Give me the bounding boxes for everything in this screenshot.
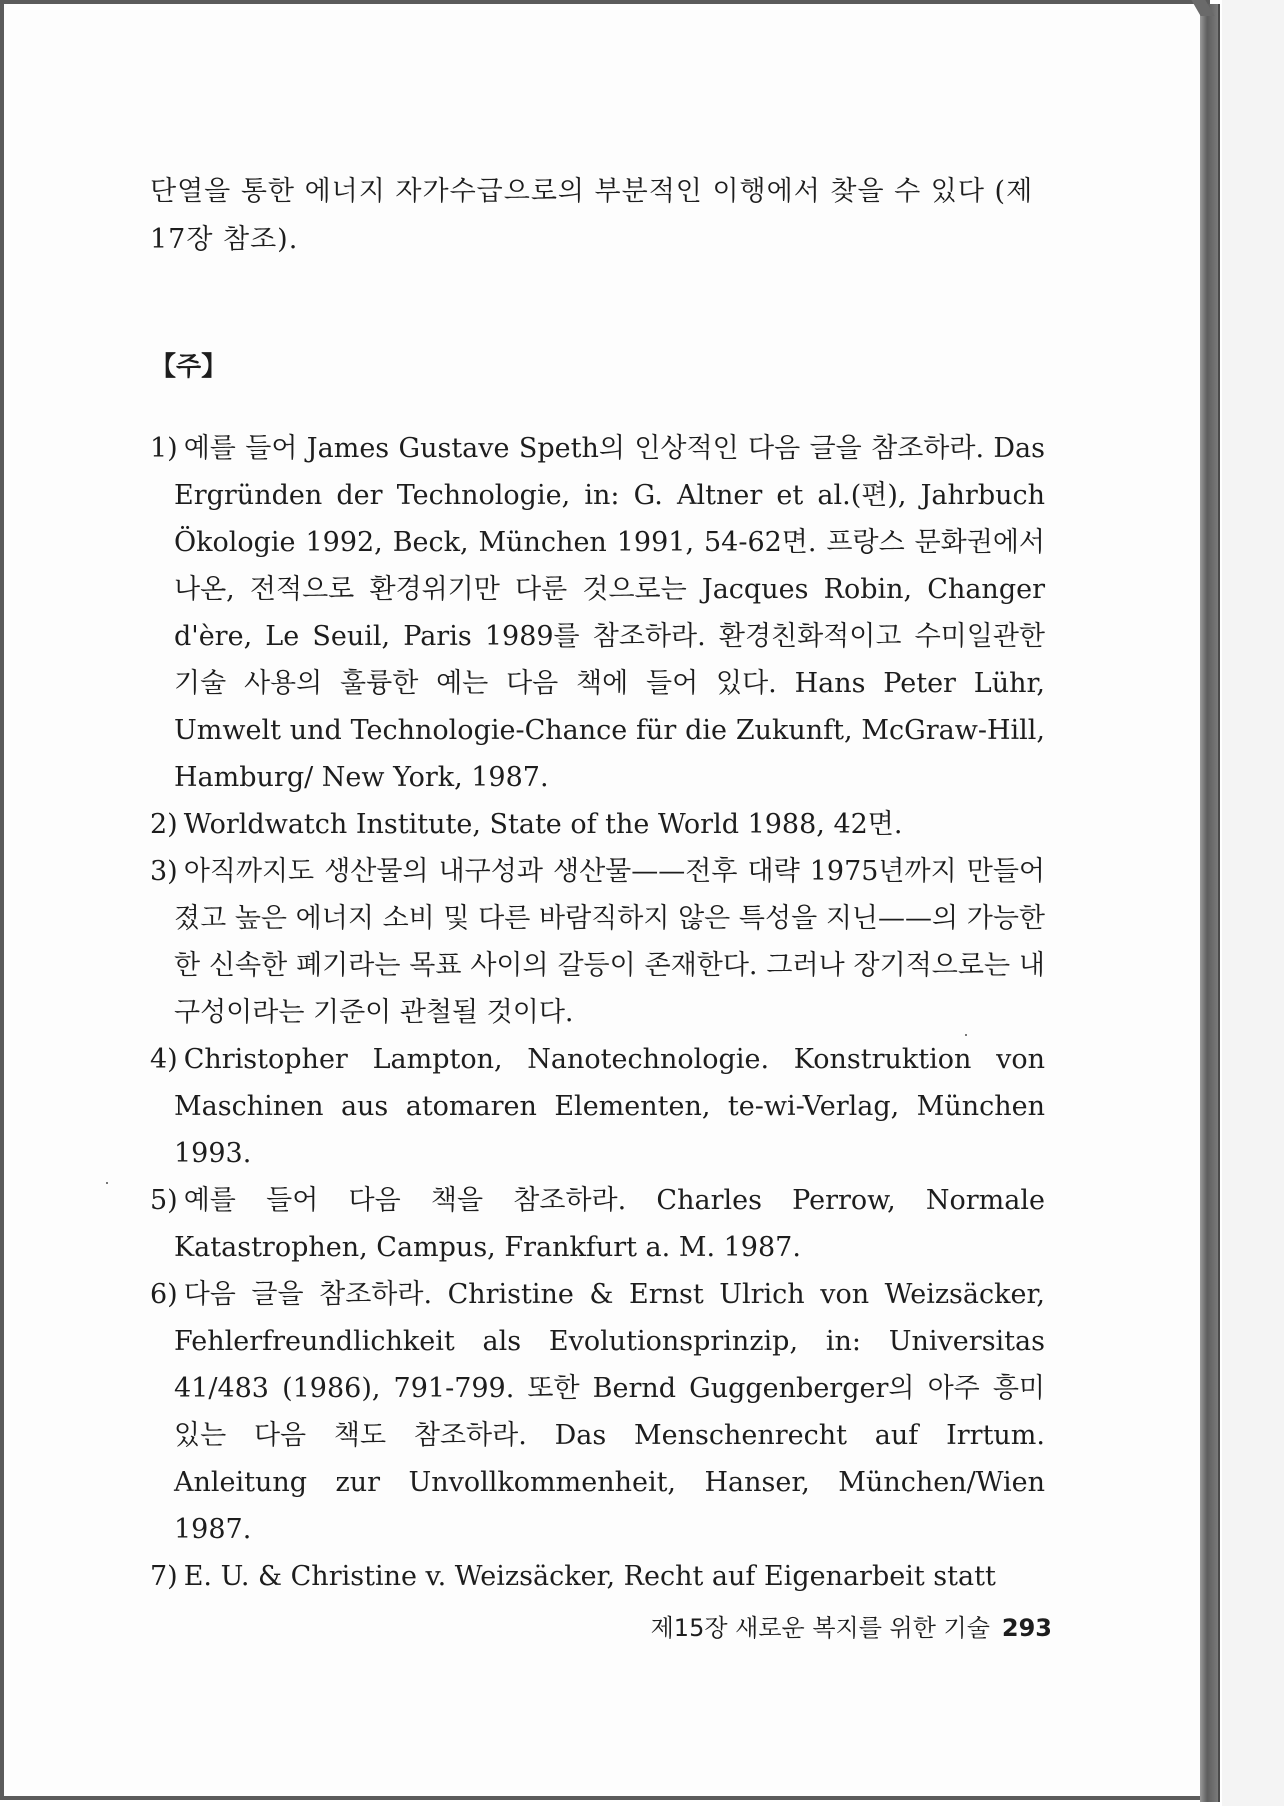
speck (106, 1182, 108, 1184)
page-edge (1200, 4, 1220, 1802)
note-4 (150, 1036, 1045, 1177)
note-3 (150, 848, 1045, 1036)
note-1 (150, 425, 1045, 801)
note-6 (150, 1271, 1045, 1553)
page-footer (651, 1608, 1052, 1643)
chapter-title: 제15장 새로운 복지를 위한 기술 (650, 1614, 990, 1642)
right-margin (1222, 0, 1284, 1806)
note-number: 7) (150, 1561, 178, 1592)
note-text: 예를 들어 다음 책을 참조하라. Charles Perrow, Normale Katastrophen, Campus, Frankfurt a. M. 1987. (174, 1185, 1045, 1263)
note-7 (150, 1553, 1045, 1600)
note-text: Christopher Lampton, Nanotechnologie. Konstruktion von Maschinen aus atomaren Elementen, te-wi-Verlag, München 1993. (174, 1044, 1045, 1169)
note-5 (150, 1177, 1045, 1271)
note-2 (150, 801, 1045, 848)
page-number: 293 (1001, 1614, 1052, 1642)
note-text: 아직까지도 생산물의 내구성과 생산물——전후 대략 1975년까지 만들어졌고 높은 에너지 소비 및 다른 바람직하지 않은 특성을 지닌——의 가능한 한 신속한 폐기라는 목표 사이의 갈등이 존재한다. 그러나 장기적으로는 내구성이라는 기준이 관철될 것이다. (174, 856, 1045, 1028)
note-number: 6) (150, 1279, 178, 1310)
note-number: 1) (150, 433, 178, 464)
intro-paragraph: 단열을 통한 에너지 자가수급으로의 부분적인 이행에서 찾을 수 있다 (제17장 참조). (150, 176, 1034, 255)
note-number: 3) (150, 856, 178, 887)
note-text: 예를 들어 James Gustave Speth의 인상적인 다음 글을 참조하라. Das Ergründen der Technologie, in: G. Altner et al.(편), Jahrbuch Ökologie 1992, Beck, München 1991, 54-62면. 프랑스 문화권에서 나온, 전적으로 환경위기만 다룬 것으로는 Jacques Robin, Changer d'ère, Le Seuil, Paris 1989를 참조하라. 환경친화적이고 수미일관한 기술 사용의 훌륭한 예는 다음 책에 들어 있다. Hans Peter Lühr, Umwelt und Technologie-Chance für die Zukunft, McGraw-Hill, Hamburg/ New York, 1987. (174, 433, 1045, 793)
notes-heading: 【주】 (150, 352, 228, 382)
note-number: 2) (150, 809, 178, 840)
page-content (150, 168, 1045, 1600)
note-number: 4) (150, 1044, 178, 1075)
note-number: 5) (150, 1185, 178, 1216)
notes-list (150, 425, 1045, 1600)
note-text: Worldwatch Institute, State of the World 1988, 42면. (183, 809, 903, 840)
note-text: E. U. & Christine v. Weizsäcker, Recht auf Eigenarbeit statt (183, 1561, 996, 1592)
note-text: 다음 글을 참조하라. Christine & Ernst Ulrich von Weizsäcker, Fehlerfreundlichkeit als Evolutionsprinzip, in: Universitas 41/483 (1986), 791-799. 또한 Bernd Guggenberger의 아주 흥미 있는 다음 책도 참조하라. Das Menschenrecht auf Irrtum. Anleitung zur Unvollkommenheit, Hanser, München/Wien 1987. (174, 1279, 1045, 1545)
